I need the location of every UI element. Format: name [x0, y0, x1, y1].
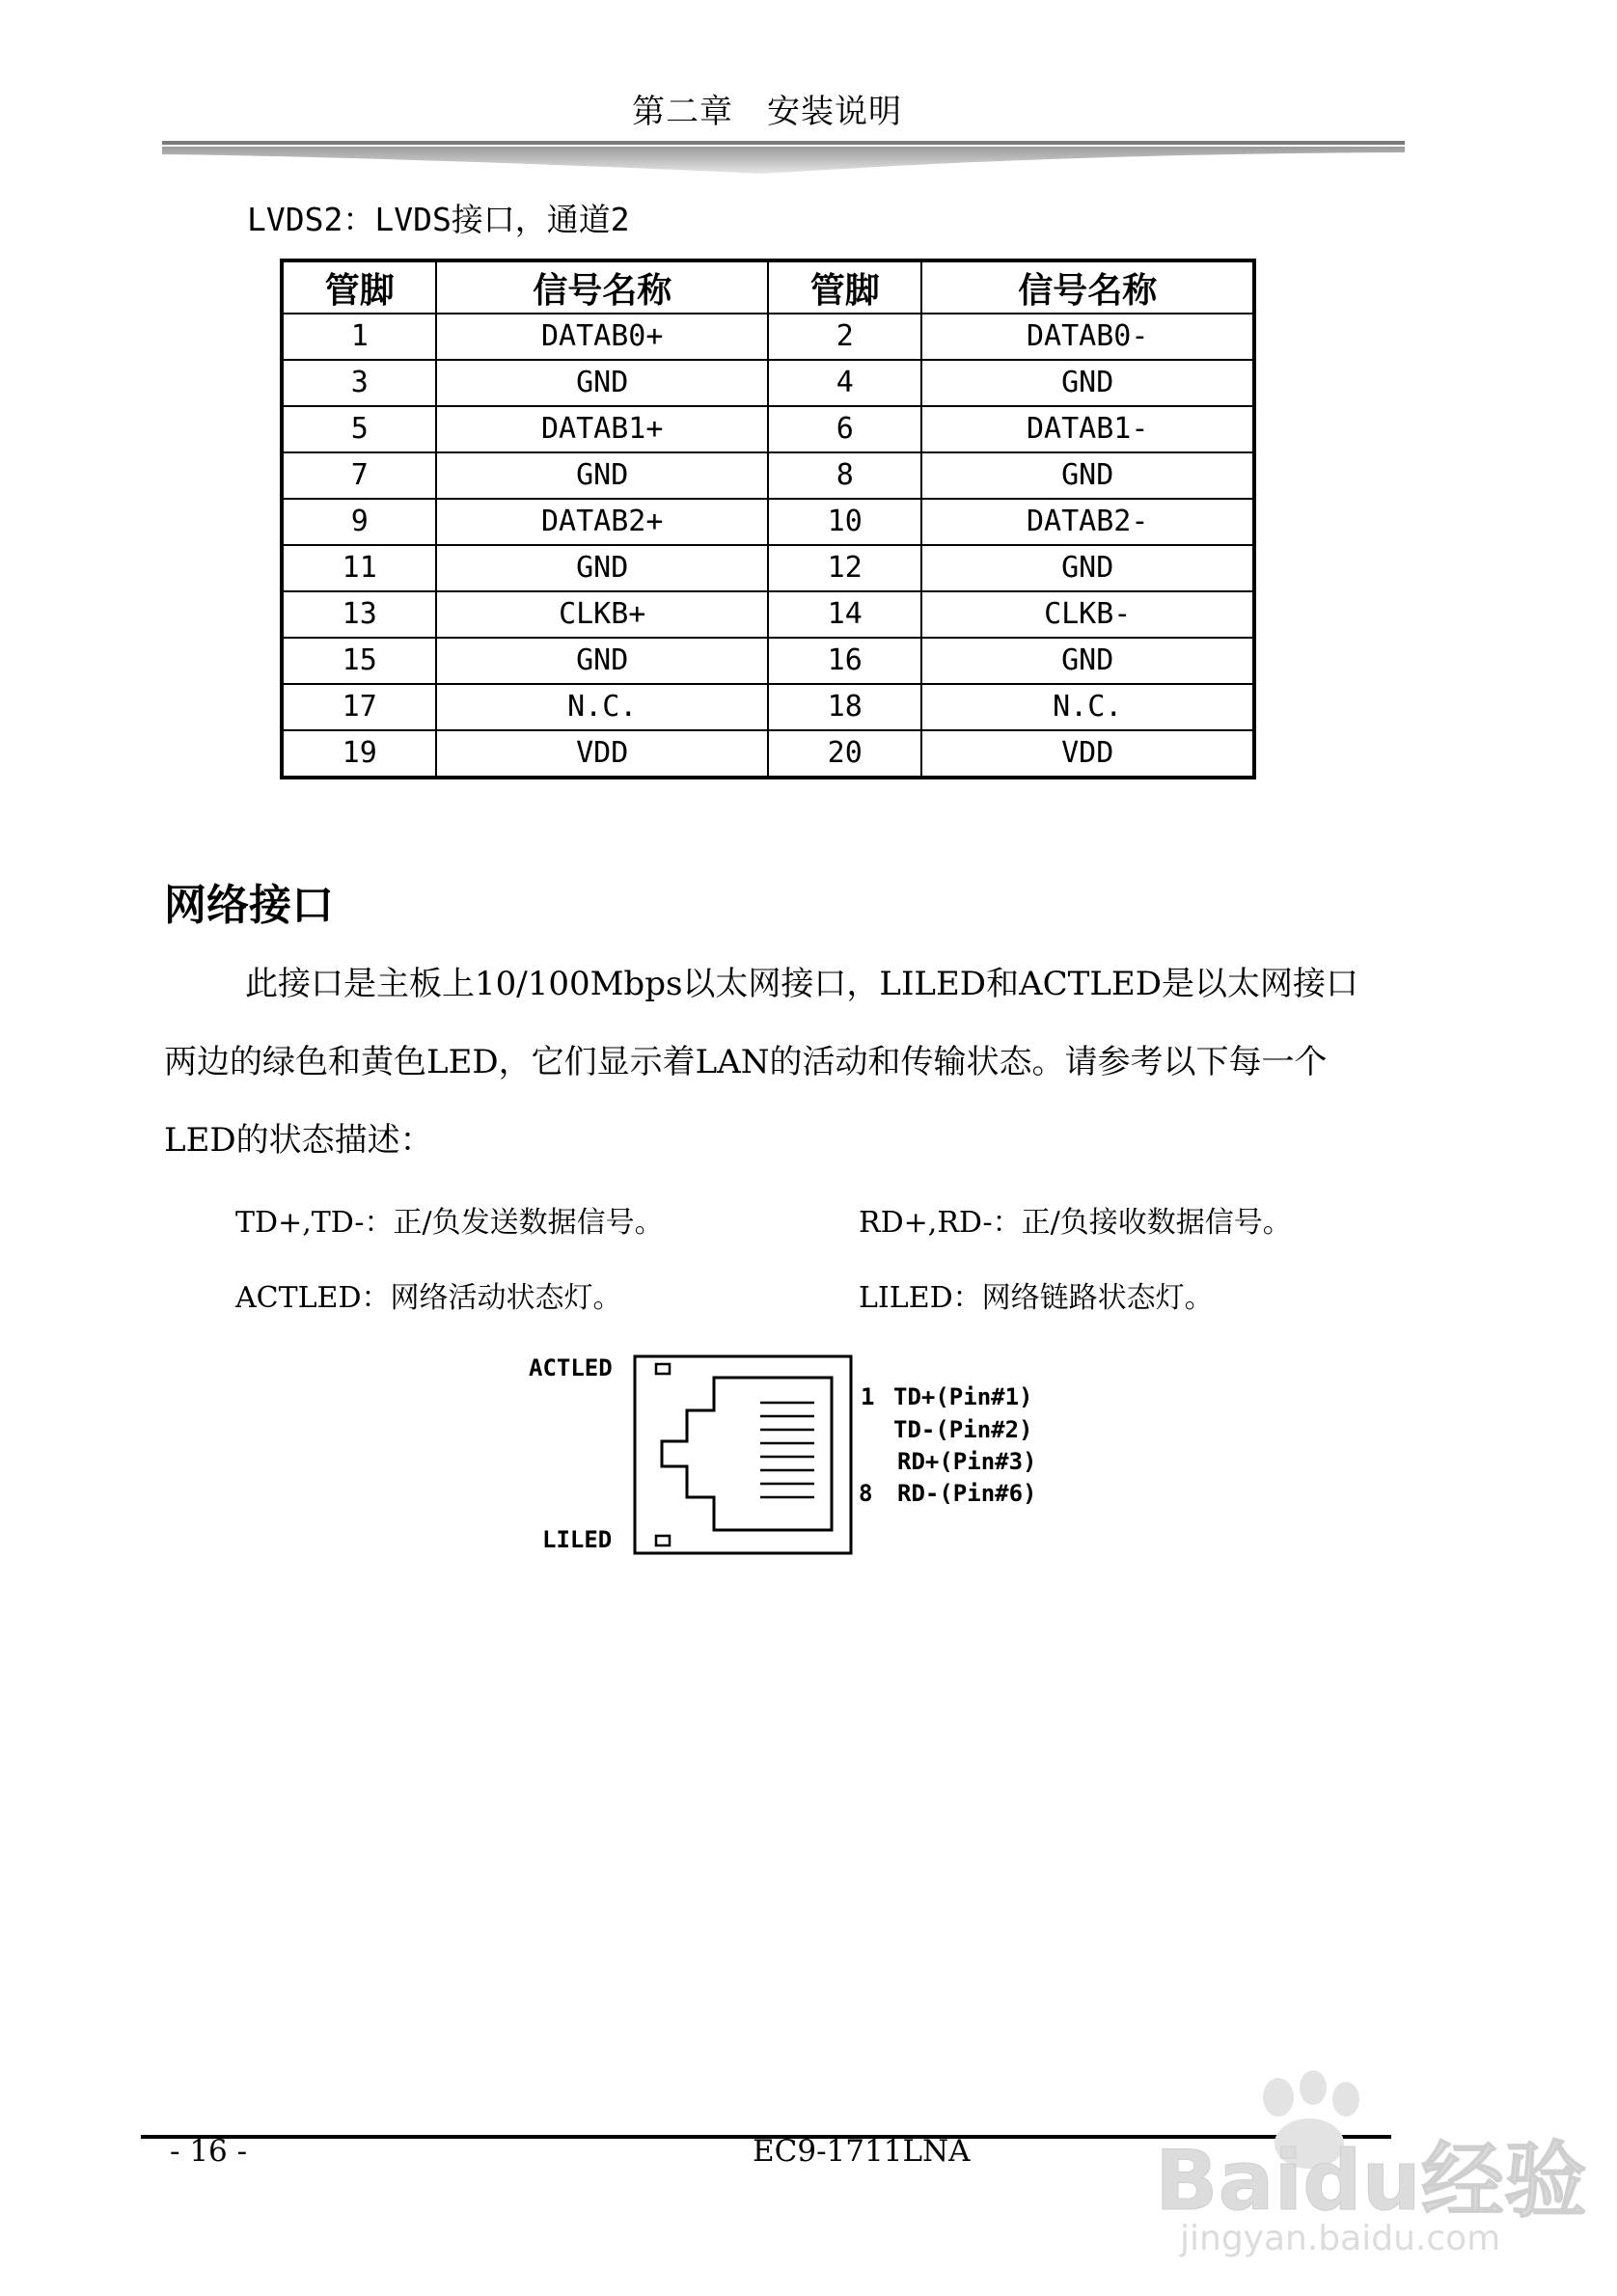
header-rule	[162, 141, 1405, 176]
signal-cell: GND	[436, 638, 768, 684]
table-row	[282, 730, 1254, 778]
pin-cell: 7	[282, 452, 436, 499]
table-row	[282, 499, 1254, 545]
liled-indicator	[656, 1536, 670, 1545]
chapter-header: 第二章 安装说明	[632, 93, 902, 131]
section-title-network: 网络接口	[164, 881, 334, 930]
signal-cell: CLKB+	[436, 591, 768, 638]
signal-cell: VDD	[436, 730, 768, 778]
pin-cell: 17	[282, 684, 436, 730]
baidu-watermark	[1143, 2064, 1587, 2258]
pin-cell: 9	[282, 499, 436, 545]
connector-socket	[662, 1378, 832, 1530]
network-paragraph: 此接口是主板上10/100Mbps以太网接口，LILED和ACTLED是以太网接口两边的绿色和黄色LED，它们显示着LAN的活动和传输状态。请参考以下每一个LED的状态描述：	[164, 965, 1358, 1160]
pin-cell: 19	[282, 730, 436, 778]
pin-cell: 1	[282, 314, 436, 360]
pin-cell: 14	[768, 591, 921, 638]
pin-cell: 4	[768, 360, 921, 406]
actled-label: ACTLED	[529, 1354, 613, 1381]
signal-cell: DATAB0-	[921, 314, 1254, 360]
table-row	[282, 684, 1254, 730]
signal-cell: GND	[436, 452, 768, 499]
column-header-pin: 管脚	[282, 260, 436, 314]
table-row	[282, 360, 1254, 406]
desc-rd: RD+,RD-：正/负接收数据信号。	[859, 1206, 1292, 1240]
rj45-connector-diagram	[521, 1341, 1081, 1572]
page-number: - 16 -	[170, 2134, 248, 2169]
pin-cell: 15	[282, 638, 436, 684]
lvds-pin-table	[280, 259, 1256, 779]
pin-cell: 12	[768, 545, 921, 591]
signal-cell: GND	[921, 360, 1254, 406]
pin-cell: 16	[768, 638, 921, 684]
watermark-url: jingyan.baidu.com	[1180, 2219, 1501, 2258]
desc-td: TD+,TD-：正/负发送数据信号。	[235, 1206, 664, 1240]
pin-label: RD+(Pin#3)	[897, 1448, 1037, 1475]
table-row	[282, 545, 1254, 591]
pin-cell: 11	[282, 545, 436, 591]
signal-cell: N.C.	[921, 684, 1254, 730]
pin-number-last: 8	[859, 1480, 873, 1507]
column-header-signal: 信号名称	[921, 260, 1254, 314]
pin-cell: 2	[768, 314, 921, 360]
signal-cell: GND	[921, 638, 1254, 684]
signal-cell: GND	[921, 452, 1254, 499]
pin-cell: 10	[768, 499, 921, 545]
connector-outline	[635, 1356, 851, 1553]
watermark-brand: Baidu经验	[1155, 2133, 1587, 2229]
table-header-row	[282, 260, 1254, 314]
desc-liled: LILED：网络链路状态灯。	[859, 1281, 1214, 1315]
table-row	[282, 406, 1254, 452]
actled-indicator	[656, 1364, 670, 1374]
lvds-caption: LVDS2：LVDS接口，通道2	[247, 201, 630, 238]
pin-cell: 3	[282, 360, 436, 406]
table-row	[282, 314, 1254, 360]
signal-cell: DATAB2+	[436, 499, 768, 545]
pin-cell: 5	[282, 406, 436, 452]
signal-cell: VDD	[921, 730, 1254, 778]
model-number: EC9-1711LNA	[753, 2134, 971, 2169]
table-row	[282, 591, 1254, 638]
signal-cell: DATAB1+	[436, 406, 768, 452]
pin-cell: 8	[768, 452, 921, 499]
pin-label: RD-(Pin#6)	[897, 1480, 1037, 1507]
desc-actled: ACTLED：网络活动状态灯。	[235, 1281, 622, 1315]
pin-cell: 13	[282, 591, 436, 638]
liled-label: LILED	[542, 1526, 613, 1553]
pin-cell: 18	[768, 684, 921, 730]
signal-cell: GND	[921, 545, 1254, 591]
pin-label: TD-(Pin#2)	[893, 1416, 1033, 1443]
contact-pins	[760, 1403, 814, 1497]
pin-cell: 20	[768, 730, 921, 778]
table-row	[282, 452, 1254, 499]
column-header-pin: 管脚	[768, 260, 921, 314]
signal-cell: DATAB0+	[436, 314, 768, 360]
column-header-signal: 信号名称	[436, 260, 768, 314]
pin-number-first: 1	[861, 1383, 875, 1410]
signal-cell: CLKB-	[921, 591, 1254, 638]
pin-label: TD+(Pin#1)	[893, 1383, 1033, 1410]
pin-cell: 6	[768, 406, 921, 452]
signal-cell: DATAB1-	[921, 406, 1254, 452]
table-row	[282, 638, 1254, 684]
signal-cell: DATAB2-	[921, 499, 1254, 545]
signal-cell: GND	[436, 545, 768, 591]
signal-cell: GND	[436, 360, 768, 406]
signal-cell: N.C.	[436, 684, 768, 730]
